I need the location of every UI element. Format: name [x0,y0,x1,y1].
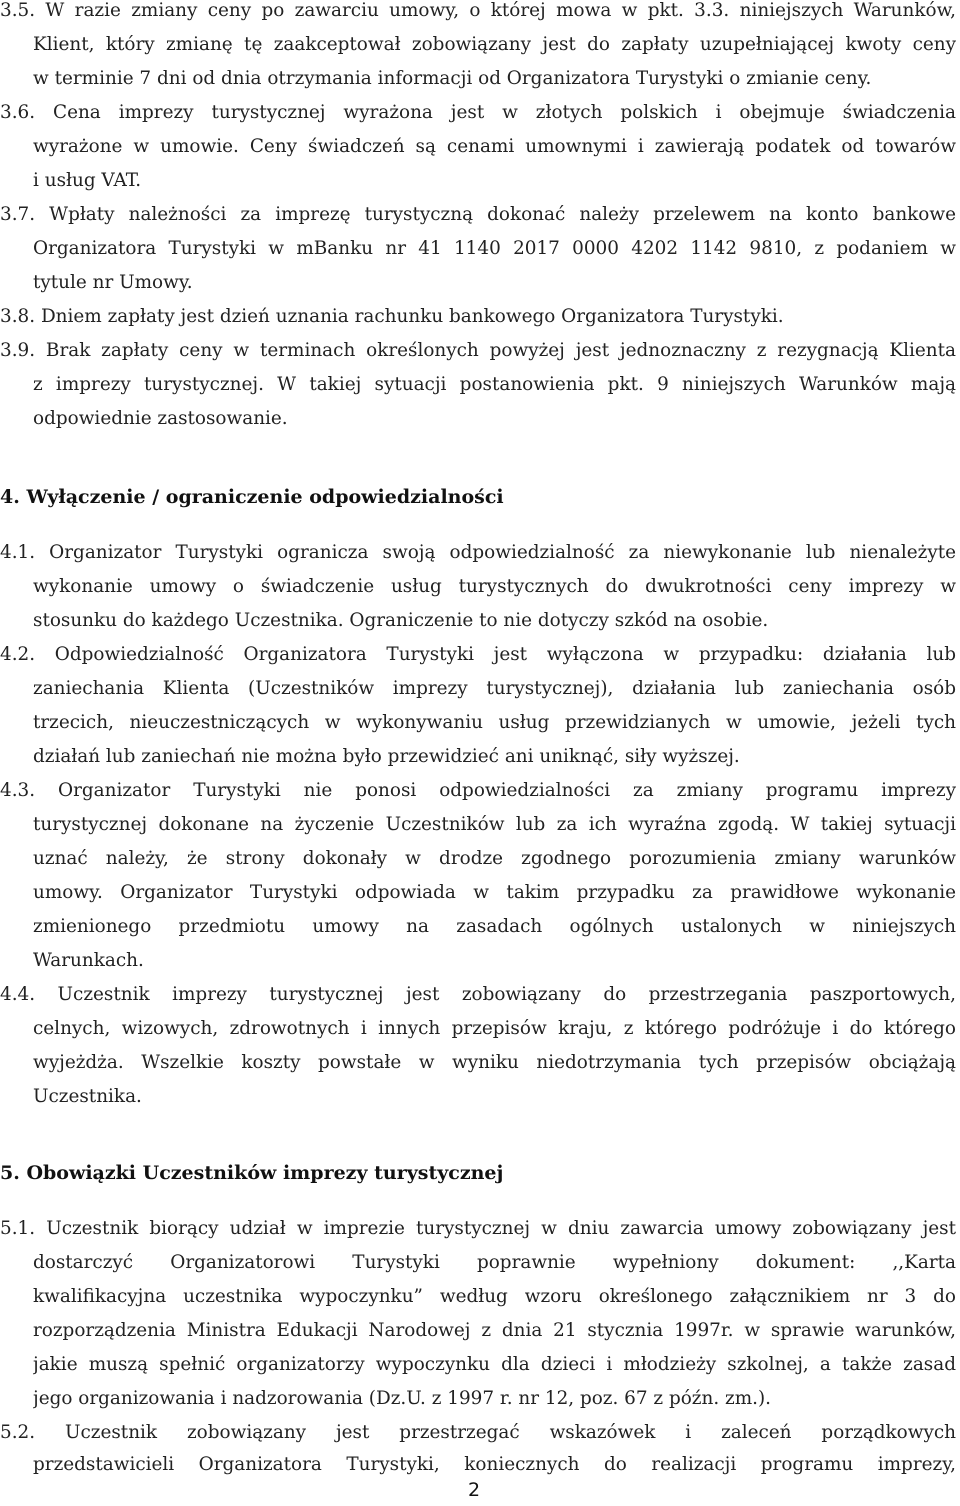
text-line: uznać należy, że strony dokonały w drodze zgodnego porozumienia zmiany warunków [33,848,956,869]
text-line: odpowiednie zastosowanie. [33,408,288,429]
text-line: jego organizowania i nadzorowania (Dz.U. z 1997 r. nr 12, poz. 67 z późn. zm.). [33,1388,772,1409]
text-line: 5.2. Uczestnik zobowiązany jest przestrzegać wskazówek i zaleceń porządkowych [0,1422,956,1443]
text-line: działań lub zaniechań nie można było przewidzieć ani uniknąć, siły wyższej. [33,746,740,767]
page-number: 2 [467,1479,481,1501]
text-line: 3.9. Brak zapłaty ceny w terminach określonych powyżej jest jednoznaczny z rezygnacją Klienta [0,340,956,361]
text-line: stosunku do każdego Uczestnika. Ograniczenie to nie dotyczy szkód na osobie. [33,610,769,631]
text-line: Organizatora Turystyki w mBanku nr 41 1140 2017 0000 4202 1142 9810, z podaniem w [33,238,956,259]
text-line: 4.3. Organizator Turystyki nie ponosi odpowiedzialności za zmiany programu imprezy [0,780,956,801]
text-line: 3.6. Cena imprezy turystycznej wyrażona jest w złotych polskich i obejmuje świadczenia [0,102,956,123]
text-line: Warunkach. [33,950,144,971]
text-line: trzecich, nieuczestniczących w wykonywaniu usług przewidzianych w umowie, jeżeli tych [33,712,956,733]
text-line: Klient, który zmianę tę zaakceptował zobowiązany jest do zapłaty uzupełniającej kwoty ceny [33,34,956,55]
text-line: umowy. Organizator Turystyki odpowiada w takim przypadku za prawidłowe wykonanie [33,882,956,903]
text-line: 5.1. Uczestnik biorący udział w imprezie turystycznej w dniu zawarcia umowy zobowiązany jest [0,1218,956,1239]
text-line: 4.2. Odpowiedzialność Organizatora Turystyki jest wyłączona w przypadku: działania lub [0,644,956,665]
section-heading: 4. Wyłączenie / ograniczenie odpowiedzialności [0,486,504,508]
section-heading: 5. Obowiązki Uczestników imprezy turystycznej [0,1162,504,1184]
text-line: 4.1. Organizator Turystyki ogranicza swoją odpowiedzialność za niewykonanie lub nienależyte [0,542,956,563]
text-line: jakie muszą spełnić organizatorzy wypoczynku dla dzieci i młodzieży szkolnej, a także zasad [33,1354,956,1375]
text-line: wyjeżdża. Wszelkie koszty powstałe w wyniku niedotrzymania tych przepisów obciążają [33,1052,956,1073]
text-line: 4.4. Uczestnik imprezy turystycznej jest zobowiązany do przestrzegania paszportowych, [0,984,956,1005]
text-line: 3.5. W razie zmiany ceny po zawarciu umowy, o której mowa w pkt. 3.3. niniejszych Warunków, [0,0,956,21]
text-line: z imprezy turystycznej. W takiej sytuacji postanowienia pkt. 9 niniejszych Warunków mają [33,374,956,395]
text-line: kwalifikacyjna uczestnika wypoczynku” według wzoru określonego załącznikiem nr 3 do [33,1286,956,1307]
text-line: zmienionego przedmiotu umowy na zasadach ogólnych ustalonych w niniejszych [33,916,956,937]
text-line: w terminie 7 dni od dnia otrzymania informacji od Organizatora Turystyki o zmianie ceny. [33,68,872,89]
text-line: 3.7. Wpłaty należności za imprezę turystyczną dokonać należy przelewem na konto bankowe [0,204,956,225]
text-line: Uczestnika. [33,1086,142,1107]
text-line: celnych, wizowych, zdrowotnych i innych przepisów kraju, z którego podróżuje i do którego [33,1018,956,1039]
text-line: dostarczyć Organizatorowi Turystyki poprawnie wypełniony dokument: ,,Karta [33,1252,956,1273]
text-line: rozporządzenia Ministra Edukacji Narodowej z dnia 21 stycznia 1997r. w sprawie warunków, [33,1320,956,1341]
text-line: 3.8. Dniem zapłaty jest dzień uznania rachunku bankowego Organizatora Turystyki. [0,306,784,327]
text-line: przedstawicieli Organizatora Turystyki, koniecznych do realizacji programu imprezy, [33,1454,956,1475]
text-line: i usług VAT. [33,170,142,191]
text-line: tytule nr Umowy. [33,272,193,293]
text-line: wyrażone w umowie. Ceny świadczeń są cenami umownymi i zawierają podatek od towarów [33,136,956,157]
text-line: zaniechania Klienta (Uczestników imprezy turystycznej), działania lub zaniechania osób [33,678,956,699]
text-line: turystycznej dokonane na życzenie Uczestników lub za ich wyraźna zgodą. W takiej sytuacji [33,814,956,835]
text-line: wykonanie umowy o świadczenie usług turystycznych do dwukrotności ceny imprezy w [33,576,956,597]
